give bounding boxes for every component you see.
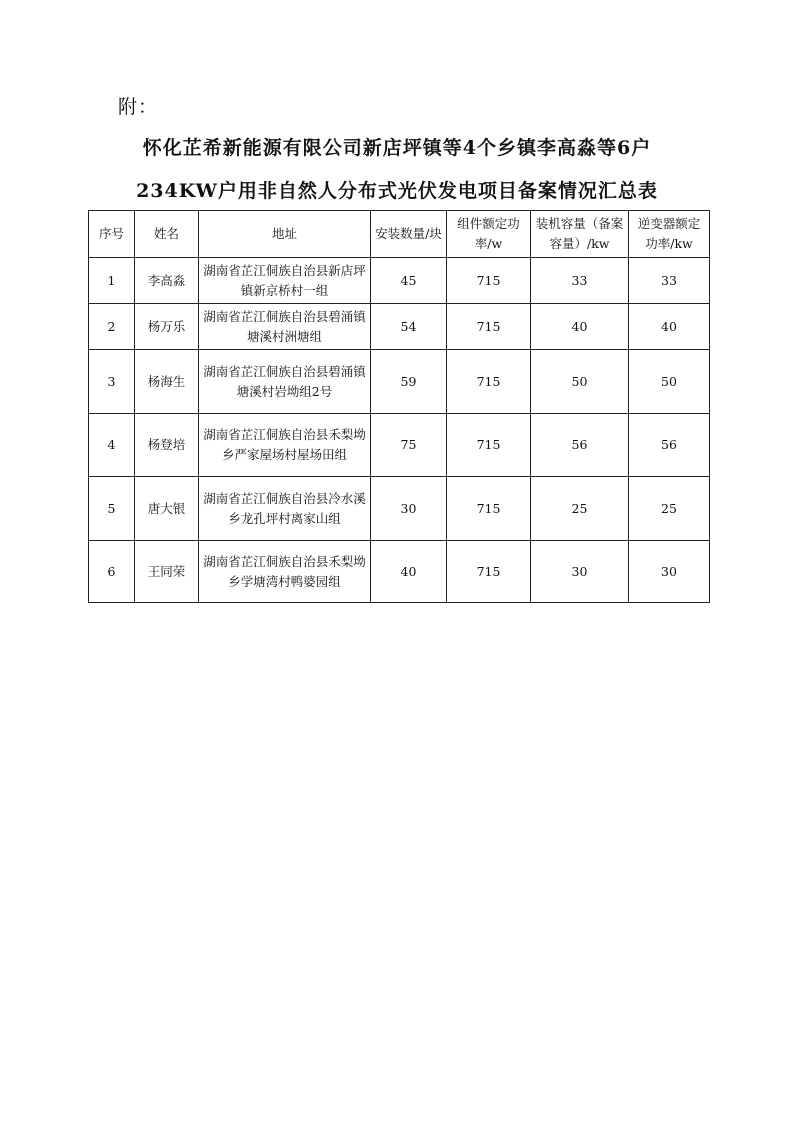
- table-row: [89, 304, 710, 350]
- cell-capacity: 33: [531, 258, 629, 304]
- cell-inverter-power: 25: [629, 477, 710, 541]
- document-title-line-2: 234KW户用非自然人分布式光伏发电项目备案情况汇总表: [136, 180, 658, 202]
- cell-no: 2: [89, 304, 135, 350]
- filing-summary-table: [88, 210, 710, 603]
- table-row: [89, 541, 710, 603]
- cell-name: 唐大银: [135, 477, 199, 541]
- cell-no: 4: [89, 414, 135, 477]
- cell-module-power: 715: [447, 304, 531, 350]
- cell-capacity: 40: [531, 304, 629, 350]
- header-name: 姓名: [135, 211, 199, 258]
- table-header-row: [89, 211, 710, 258]
- table-row: [89, 414, 710, 477]
- cell-no: 3: [89, 350, 135, 414]
- cell-inverter-power: 40: [629, 304, 710, 350]
- cell-no: 6: [89, 541, 135, 603]
- header-quantity: 安装数量/块: [371, 211, 447, 258]
- cell-quantity: 75: [371, 414, 447, 477]
- cell-address: 湖南省芷江侗族自治县碧涌镇塘溪村洲塘组: [199, 304, 371, 350]
- cell-module-power: 715: [447, 414, 531, 477]
- cell-quantity: 54: [371, 304, 447, 350]
- cell-name: 杨万乐: [135, 304, 199, 350]
- cell-inverter-power: 33: [629, 258, 710, 304]
- cell-capacity: 56: [531, 414, 629, 477]
- cell-inverter-power: 56: [629, 414, 710, 477]
- cell-address: 湖南省芷江侗族自治县新店坪镇新京桥村一组: [199, 258, 371, 304]
- cell-name: 王同荣: [135, 541, 199, 603]
- cell-name: 杨登培: [135, 414, 199, 477]
- cell-module-power: 715: [447, 477, 531, 541]
- cell-no: 1: [89, 258, 135, 304]
- table-row: [89, 477, 710, 541]
- cell-capacity: 25: [531, 477, 629, 541]
- cell-capacity: 50: [531, 350, 629, 414]
- cell-module-power: 715: [447, 258, 531, 304]
- cell-address: 湖南省芷江侗族自治县禾梨坳乡严家屋场村屋场田组: [199, 414, 371, 477]
- header-capacity: 装机容量（备案容量）/kw: [531, 211, 629, 258]
- header-inverter-power: 逆变器额定功率/kw: [629, 211, 710, 258]
- cell-address: 湖南省芷江侗族自治县禾梨坳乡学塘湾村鸭婆园组: [199, 541, 371, 603]
- cell-module-power: 715: [447, 350, 531, 414]
- table-row: [89, 258, 710, 304]
- cell-inverter-power: 30: [629, 541, 710, 603]
- cell-address: 湖南省芷江侗族自治县碧涌镇塘溪村岩坳组2号: [199, 350, 371, 414]
- appendix-label: 附：: [118, 96, 159, 118]
- cell-quantity: 59: [371, 350, 447, 414]
- cell-quantity: 30: [371, 477, 447, 541]
- header-module-power: 组件额定功率/w: [447, 211, 531, 258]
- cell-address: 湖南省芷江侗族自治县冷水溪乡龙孔坪村离家山组: [199, 477, 371, 541]
- cell-capacity: 30: [531, 541, 629, 603]
- header-no: 序号: [89, 211, 135, 258]
- cell-quantity: 40: [371, 541, 447, 603]
- header-address: 地址: [199, 211, 371, 258]
- table-row: [89, 350, 710, 414]
- cell-name: 杨海生: [135, 350, 199, 414]
- cell-name: 李高淼: [135, 258, 199, 304]
- cell-module-power: 715: [447, 541, 531, 603]
- cell-quantity: 45: [371, 258, 447, 304]
- document-title-line-1: 怀化芷希新能源有限公司新店坪镇等4个乡镇李高淼等6户: [142, 137, 652, 159]
- cell-no: 5: [89, 477, 135, 541]
- cell-inverter-power: 50: [629, 350, 710, 414]
